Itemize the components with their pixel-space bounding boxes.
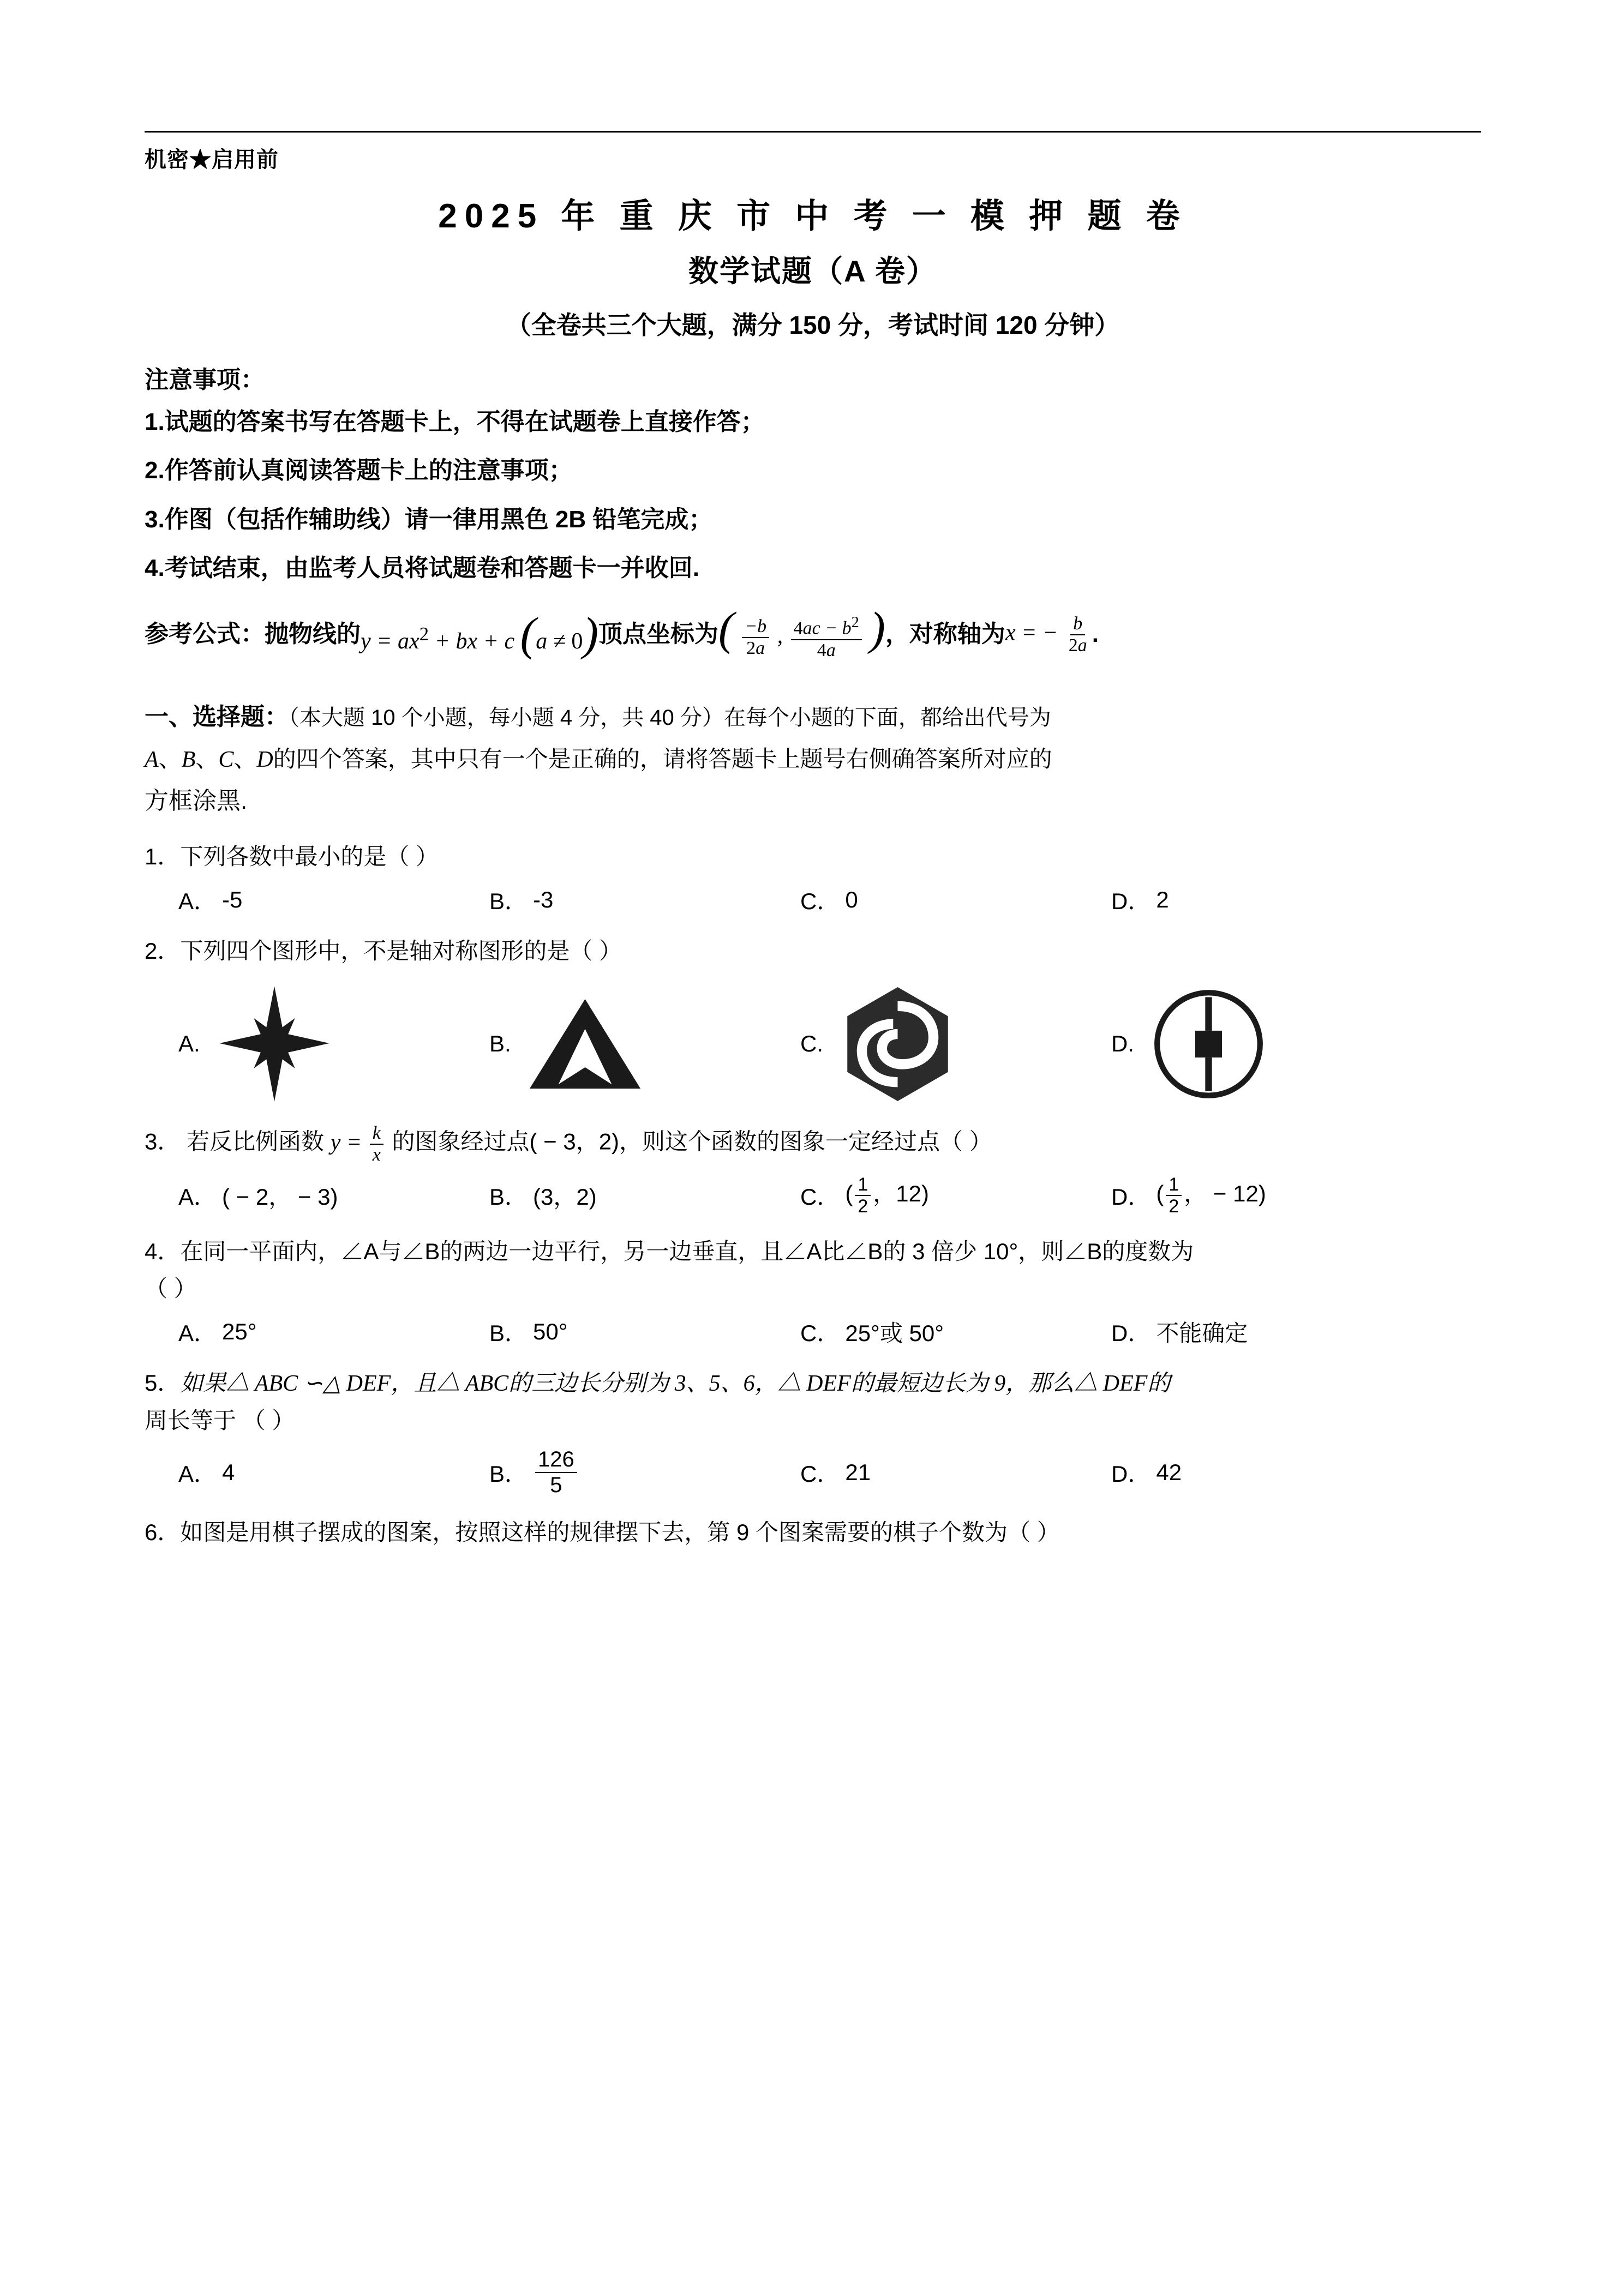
question-3-text-post: 的图象经过点( − 3，2)，则这个函数的图象一定经过点（ ） [392,1128,992,1155]
vertex-coordinates: ( $\frac{-b}{2a}$ , $\frac{4ac - b^2}{4a}$ ) [718,602,885,660]
option-d-label: D． [1111,1320,1151,1346]
compass-star-figure [214,981,334,1107]
option-a-value: ( − 2， − 3) [222,1184,338,1210]
question-5-option-d[interactable] [1111,1456,1422,1489]
option-a-value: 4 [222,1459,235,1485]
question-3-text-pre: 若反比例函数 [187,1128,325,1155]
question-5 [145,1365,1481,1439]
notice-item-2: 2.作答前认真阅读答题卡上的注意事项； [145,457,573,484]
subject-subtitle: 数学试题（A 卷） [688,254,937,288]
question-1-option-b[interactable] [489,883,800,916]
question-5-text-line2: 周长等于 （ ） [145,1407,295,1433]
page-content [145,131,1481,1558]
option-d-value: 2 [1156,886,1169,912]
question-2-option-c[interactable] [800,981,1111,1107]
question-5-text: 如果△ ABC ∽△ DEF，且△ ABC的三边长分别为 3、5、6，△ DEF的最短边长为 9，那么△ DEF的 [180,1371,1171,1396]
option-c-label: C． [800,1320,840,1346]
option-b-label: B． [489,1320,528,1346]
option-c-value: 25°或 50° [845,1320,944,1346]
question-1-option-c[interactable] [800,883,1111,916]
question-5-option-b[interactable] [489,1447,800,1498]
notice-item-4: 4.考试结束，由监考人员将试题卷和答题卡一并收回. [145,555,699,582]
reference-formula-label: 参考公式：抛物线的 [145,621,361,648]
triangle-arrow-figure [525,981,645,1107]
option-b-label: B． [489,888,528,914]
reference-formula [145,602,1481,661]
option-d-label: D． [1111,888,1151,914]
question-3-number: 3． [145,1128,181,1155]
section-one-desc4: 方框涂黑. [145,787,248,814]
question-4-option-a[interactable] [178,1315,489,1348]
option-d-value: 不能确定 [1156,1320,1248,1346]
vertex-label: 顶点坐标为 [598,621,718,648]
question-3-option-a[interactable] [178,1179,489,1212]
section-one-desc: （本大题 10 个小题，每小题 4 分，共 40 分）在每个小题的下面，都给出代号为 [289,705,1051,730]
question-2-option-a[interactable] [178,981,489,1107]
question-2-number: 2． [145,937,181,964]
question-1-option-d[interactable] [1111,883,1422,916]
question-4 [145,1233,1481,1306]
option-d-label: D． [1111,1460,1151,1487]
axis-label: ，对称轴为 [885,621,1005,648]
question-2-text: 下列四个图形中，不是轴对称图形的是（ ） [180,937,622,964]
question-4-option-c[interactable] [800,1315,1111,1348]
question-4-text-line2: （ ） [145,1275,197,1301]
letter-b: B [181,747,196,772]
confidential-label: 机密★启用前 [145,148,279,172]
option-b-label: B. [489,1031,511,1057]
option-a-label: A． [178,1460,217,1487]
hexagon-swirl-figure [837,981,957,1107]
question-3 [145,1123,1481,1165]
circle-square-coin-figure [1148,981,1268,1107]
question-1-option-a[interactable] [178,883,489,916]
section-one-header: 一、选择题：（本大题 10 个小题，每小题 4 分，共 40 分）在每个小题的下面，都给出代号为 A、B、C、D的四个答案，其中只有一个是正确的，请将答题卡上题号右侧确答案所对应的 方框涂黑. [145,703,1052,814]
question-1-number: 1． [145,843,181,869]
option-c-value: ( $\frac{1}{2}$ ，12) [845,1174,929,1217]
question-6-number: 6． [145,1519,181,1545]
question-4-options [145,1315,1481,1348]
axis-of-symmetry: x = − $\frac{b}{2a}$ [1005,613,1087,656]
question-5-number: 5． [145,1369,181,1396]
question-2-figures [145,981,1481,1107]
question-1 [145,838,1481,875]
formula-period: . [1092,621,1099,648]
option-b-value: $\frac{126}{5}$ [533,1447,579,1498]
question-4-option-d[interactable] [1111,1315,1422,1348]
option-c-label: C． [800,1184,840,1210]
question-3-options [145,1174,1481,1217]
option-a-label: A． [178,1320,217,1346]
question-5-options [145,1447,1481,1498]
option-c-value: 21 [845,1459,871,1485]
question-1-text: 下列各数中最小的是（ ） [180,843,439,869]
question-4-number: 4． [145,1239,181,1265]
question-3-option-d[interactable] [1111,1174,1422,1217]
option-a-label: A． [178,1184,217,1210]
option-a-value: 25° [222,1318,257,1344]
option-a-value: -5 [222,886,243,912]
notice-item-1: 1.试题的答案书写在答题卡上，不得在试题卷上直接作答； [145,408,765,435]
exam-info: （全卷共三个大题，满分 150 分，考试时间 120 分钟） [506,311,1120,339]
question-4-option-b[interactable] [489,1315,800,1348]
question-5-option-a[interactable] [178,1456,489,1489]
section-one-desc3: 的四个答案，其中只有一个是正确的，请将答题卡上题号右侧确答案所对应的 [273,746,1052,772]
letter-d: D [256,747,273,772]
option-a-label: A． [178,888,217,914]
page-title: 2025 年 重 庆 市 中 考 一 模 押 题 卷 [438,197,1188,235]
section-one-title: 一、选择题： [145,703,289,730]
option-b-value: (3，2) [533,1184,597,1210]
option-c-label: C． [800,1460,840,1487]
question-6 [145,1514,1481,1550]
option-c-label: C. [800,1031,823,1057]
question-5-option-c[interactable] [800,1456,1111,1489]
option-a-label: A. [178,1031,200,1057]
question-4-text: 在同一平面内，∠A与∠B的两边一边平行，另一边垂直，且∠A比∠B的 3 倍少 10°，则∠B的度数为 [180,1239,1194,1265]
option-c-label: C． [800,888,840,914]
option-d-label: D． [1111,1184,1151,1210]
question-1-options [145,883,1481,916]
notice-heading: 注意事项： [145,366,265,393]
option-d-label: D. [1111,1031,1134,1057]
option-b-value: 50° [533,1318,568,1344]
option-c-value: 0 [845,886,858,912]
option-b-label: B． [489,1184,528,1210]
notice-item-3: 3.作图（包括作辅助线）请一律用黑色 2B 铅笔完成； [145,506,713,533]
question-6-text: 如图是用棋子摆成的图案，按照这样的规律摆下去，第 9 个图案需要的棋子个数为（ ） [180,1519,1060,1545]
inverse-function-expression: y = $\frac{k}{x}$ [331,1130,386,1155]
letter-c: C [218,747,234,772]
question-3-option-c[interactable] [800,1174,1111,1217]
parabola-equation: $y = ax^2$ + bx + c (a ≠ 0) [361,607,598,660]
option-d-value: ( $\frac{1}{2}$ ， − 12) [1156,1174,1266,1217]
letter-a: A [145,747,159,772]
header-divider [145,131,1481,133]
option-b-value: -3 [533,886,554,912]
question-2-option-d[interactable] [1111,981,1422,1107]
option-d-value: 42 [1156,1459,1182,1485]
question-2 [145,933,1481,969]
question-2-option-b[interactable] [489,981,800,1107]
option-b-label: B． [489,1460,528,1487]
question-3-option-b[interactable] [489,1179,800,1212]
